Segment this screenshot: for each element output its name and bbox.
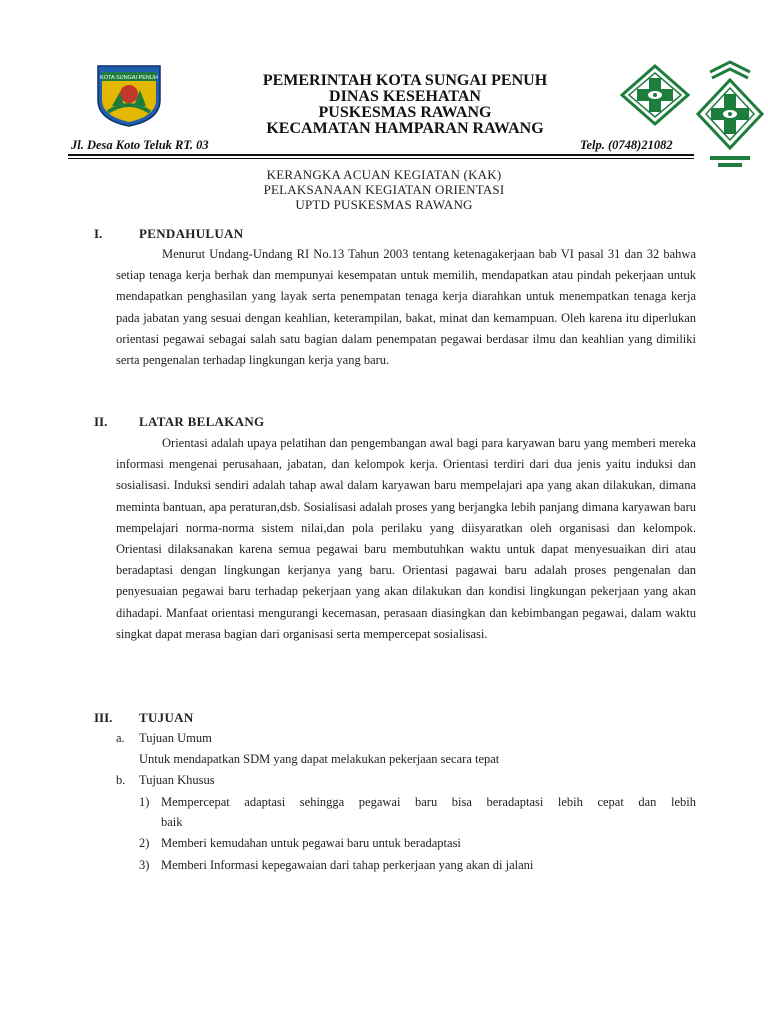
list-item-2-number: 2) [139, 836, 150, 850]
puskesmas-logo [620, 64, 690, 126]
subsection-a-title: Tujuan Umum [139, 731, 212, 745]
list-item-3-text: Memberi Informasi kepegawaian dari tahap perkerjaan yang akan di jalani [161, 858, 534, 872]
doc-title-line-3: UPTD PUSKESMAS RAWANG [295, 197, 473, 212]
list-item-1-text: Mempercepat adaptasi sehingga pegawai baru bisa beradaptasi lebih cepat dan lebih [161, 795, 696, 809]
section-1-number: I. [94, 226, 103, 241]
header-divider [68, 154, 694, 156]
section-2-text: Orientasi adalah upaya pelatihan dan pengembangan awal bagi para karyawan baru yang memberi mereka informasi mengenai perusahaan, jabatan, dan kelompok kerja. Orientasi terdiri dari dua jenis yaitu induksi dan sosialisasi. Induksi sendiri adalah tahap awal dalam karyawan baru mempelajari apa yang akan dilakukan, dimana meminta bantuan, apa peraturan,dsb. Sosialisasi adalah proses yang berjangka lebih panjang dimana karyawan baru mempelajari norma-norma sistem nilai,dan pola perilaku yang diisyaratkan oleh organisasi dan kelompok. Orientasi dilaksanakan karena semua pegawai baru membutuhkan waktu untuk dapat menyesuaikan diri atau beradaptasi dengan lingkungan kerjanya yang baru. Orientasi pagawai baru adalah proses pengenalan dan penyesuaian pegawai baru terhadap pekerjaan yang akan dilakukan dan kondisi lingkungan pekerjaan yang akan dihadapi. Manfaat orientasi mengurangi kecemasan, perasaan diasingkan dan kebimbangan pegawai, dalam waktu singkat dapat merasa bagian dari organisasi serta mempercepat sosialisasi. [116, 436, 696, 641]
header-divider-thin [68, 158, 694, 159]
list-item-1-number: 1) [139, 795, 150, 809]
section-1-paragraph [116, 244, 696, 371]
section-3-title: TUJUAN [139, 710, 194, 725]
subsection-a-label: a. [116, 731, 125, 745]
doc-title-line-2: PELAKSANAAN KEGIATAN ORIENTASI [263, 182, 505, 197]
section-2-paragraph [116, 433, 696, 645]
puskesmas-logo-large [696, 58, 764, 170]
list-item-3-number: 3) [139, 858, 150, 872]
section-1-title: PENDAHULUAN [139, 226, 244, 241]
city-emblem-logo [94, 62, 164, 128]
section-3-number: III. [94, 710, 113, 725]
kop-line-3: PUSKESMAS RAWANG [318, 104, 492, 121]
kop-line-2: DINAS KESEHATAN [329, 88, 481, 105]
kop-line-1: PEMERINTAH KOTA SUNGAI PENUH [262, 72, 548, 89]
section-1-text: Menurut Undang-Undang RI No.13 Tahun 2003 tentang ketenagakerjaan bab VI pasal 31 dan 32 bahwa setiap tenaga kerja berhak dan mempunyai kesempatan untuk memilih, mendapatkan atau pindah pekerjaan untuk mendapatkan penghasilan yang layak serta penempatan tenaga kerja diarahkan untuk menempatkan tenaga kerja pada jabatan yang sesuai dengan keahlian, keterampilan, bakat, minat dan kemampuan. Oleh karena itu diperlukan orientasi pegawai sebagai salah satu bagian dalam penempatan pegawai berdasar ilmu dan keahlian yang dimiliki serta pengenalan terhadap lingkungan kerja yang baru. [116, 247, 696, 368]
doc-title-line-1: KERANGKA ACUAN KEGIATAN (KAK) [266, 167, 502, 182]
section-2-number: II. [94, 414, 108, 429]
kop-line-4: KECAMATAN HAMPARAN RAWANG [266, 120, 544, 137]
address-text: Jl. Desa Koto Teluk RT. 03 [71, 138, 209, 152]
subsection-b-title: Tujuan Khusus [139, 773, 215, 787]
emblem-text: KOTA SUNGAI PENUH [100, 75, 158, 81]
subsection-b-label: b. [116, 773, 126, 787]
list-item-1-continuation: baik [161, 815, 183, 829]
section-2-title: LATAR BELAKANG [139, 414, 265, 429]
phone-text: Telp. (0748)21082 [580, 138, 673, 152]
subsection-a-text: Untuk mendapatkan SDM yang dapat melakukan pekerjaan secara tepat [139, 752, 500, 766]
list-item-2-text: Memberi kemudahan untuk pegawai baru untuk beradaptasi [161, 836, 461, 850]
